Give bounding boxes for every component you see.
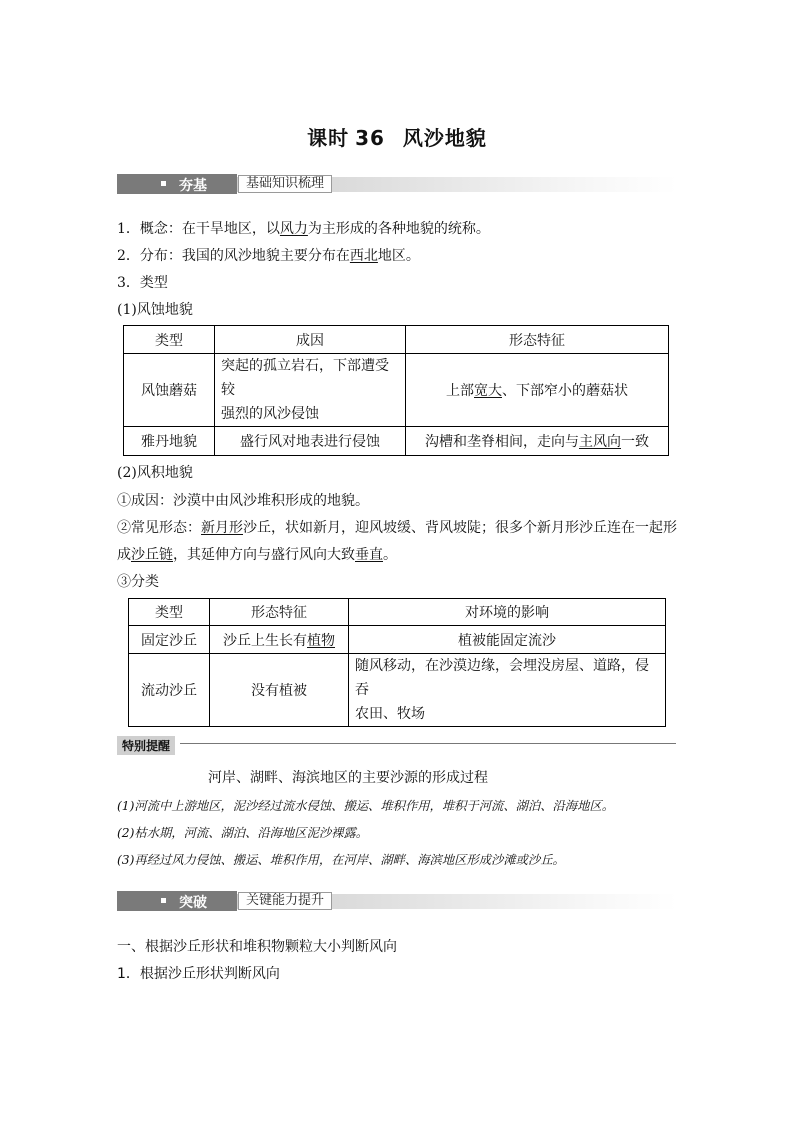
deposit-classify: ③分类: [117, 574, 159, 590]
distribution-line: 2．分布：我国的风沙地貌主要分布在西北地区。: [117, 248, 420, 264]
divider: [180, 743, 676, 744]
section-header-hangji: [117, 174, 677, 194]
wind-erosion-table: [123, 325, 669, 456]
table-header-row: 类型 形态特征 对环境的影响: [129, 599, 666, 626]
tip-heading: 河岸、湖畔、海滨地区的主要沙源的形成过程: [208, 770, 488, 786]
part-heading: 一、根据沙丘形状和堆积物颗粒大小判断风向: [117, 939, 397, 955]
deposit-forms-line2: 成沙丘链，其延伸方向与盛行风向大致垂直。: [117, 547, 397, 563]
dune-classification-table: [128, 598, 666, 727]
table-row: 流动沙丘 没有植被 随风移动，在沙漠边缘，会埋没房屋、道路，侵吞 农田、牧场: [129, 654, 666, 727]
concept-line: 1．概念：在干旱地区，以风力为主形成的各种地貌的统称。: [117, 221, 490, 237]
section-sub-label: 关键能力提升: [238, 892, 332, 910]
part-subheading: 1．根据沙丘形状判断风向: [117, 966, 280, 982]
tip-line: (1)河流中上游地区，泥沙经过流水侵蚀、搬运、堆积作用，堆积于河流、湖泊、沿海地区。: [117, 799, 614, 813]
tip-line: (3)再经过风力侵蚀、搬运、堆积作用，在河岸、湖畔、海滨地区形成沙滩或沙丘。: [117, 853, 565, 867]
deposit-cause: ①成因：沙漠中由风沙堆积形成的地貌。: [117, 493, 369, 509]
page-title: 课时 36 风沙地貌: [307, 126, 487, 150]
wind-erosion-title: (1)风蚀地貌: [117, 302, 193, 318]
table-row: 固定沙丘 沙丘上生长有植物 植被能固定流沙: [129, 626, 666, 654]
square-bullet-icon: [161, 181, 166, 186]
table-header-row: 类型 成因 形态特征: [124, 326, 669, 354]
table-row: 雅丹地貌 盛行风对地表进行侵蚀 沟槽和垄脊相间，走向与主风向一致: [124, 427, 669, 456]
section-main-label: 突破: [179, 895, 207, 911]
table-row: 风蚀蘑菇 突起的孤立岩石，下部遭受较 强烈的风沙侵蚀 上部宽大、下部窄小的蘑菇状: [124, 354, 669, 427]
aeolian-deposit-title: (2)风积地貌: [117, 465, 193, 481]
section-sub-label: 基础知识梳理: [238, 175, 332, 193]
section-header-tupo: [117, 891, 677, 911]
types-line: 3．类型: [117, 275, 168, 291]
section-main-label: 夯基: [179, 178, 207, 194]
square-bullet-icon: [161, 898, 166, 903]
special-tip-label: 特别提醒: [117, 736, 175, 755]
tip-line: (2)枯水期，河流、湖泊、沿海地区泥沙裸露。: [117, 826, 369, 840]
deposit-forms-line1: ②常见形态：新月形沙丘，状如新月，迎风坡缓、背风坡陡；很多个新月形沙丘连在一起形: [117, 520, 677, 536]
